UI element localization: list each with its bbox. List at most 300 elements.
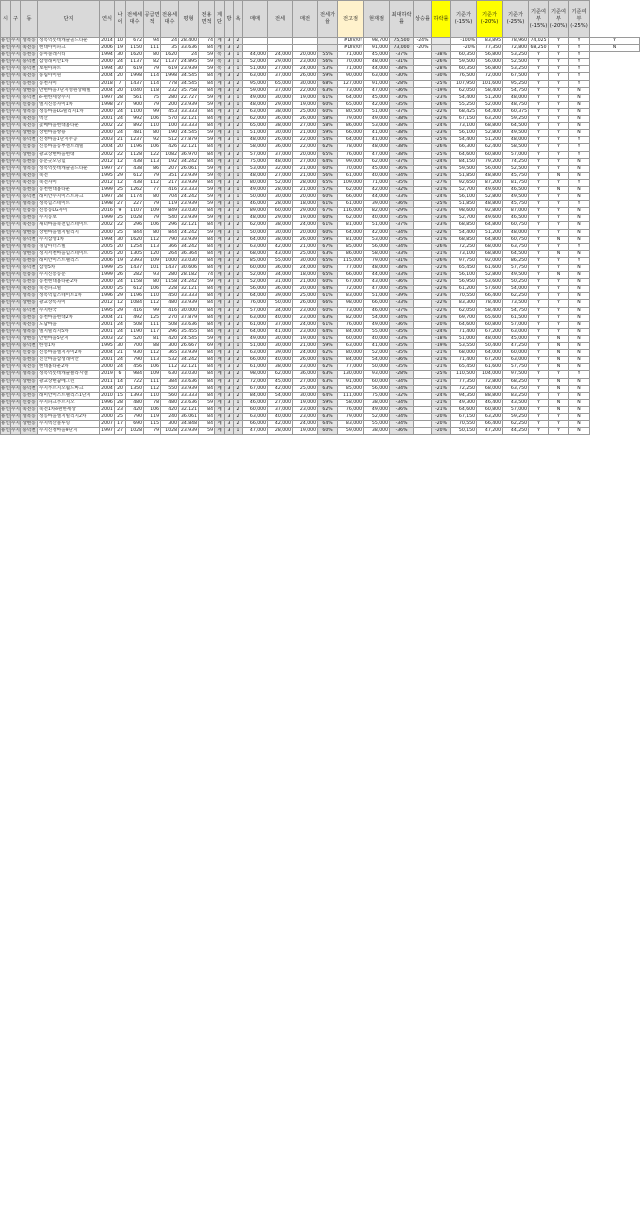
table-cell[interactable]: 59,250	[503, 116, 529, 123]
table-cell[interactable]: 2019	[101, 371, 113, 377]
table-cell[interactable]	[414, 229, 432, 236]
table-cell[interactable]: 만현마을5단지	[38, 335, 100, 342]
table-cell[interactable]: 용인	[1, 328, 10, 334]
table-cell[interactable]: 54,750	[503, 307, 529, 314]
table-cell[interactable]: 27,000	[268, 66, 293, 73]
table-cell[interactable]: 2016	[101, 208, 113, 214]
table-cell[interactable]: 23.939	[179, 172, 199, 179]
table-cell[interactable]: 37,000	[268, 321, 293, 328]
table-cell[interactable]: 480	[161, 300, 179, 307]
table-cell[interactable]: 풍덕천	[22, 66, 36, 72]
table-cell[interactable]: 59	[199, 130, 215, 137]
table-cell[interactable]: 수지	[11, 59, 20, 65]
table-cell[interactable]: 50,250	[503, 279, 529, 286]
table-cell[interactable]: 수지	[11, 45, 20, 51]
table-cell[interactable]: 984	[126, 371, 144, 378]
table-cell[interactable]: 성복동	[22, 413, 36, 419]
table-cell[interactable]: 3	[225, 194, 234, 201]
table-cell[interactable]	[414, 108, 432, 115]
table-cell[interactable]: 60%	[318, 108, 338, 115]
table-cell[interactable]: 296	[126, 222, 144, 229]
table-cell[interactable]: 용인	[1, 399, 10, 405]
table-cell[interactable]: 계	[215, 243, 225, 250]
table-cell[interactable]: 동천동	[22, 52, 36, 58]
table-cell[interactable]: #DIV/0!	[338, 38, 364, 45]
table-cell[interactable]: 2	[234, 38, 243, 45]
table-cell[interactable]: 66%	[318, 300, 338, 307]
table-cell[interactable]: -26%	[432, 257, 451, 264]
table-cell[interactable]: 73,000	[338, 87, 364, 94]
table-cell[interactable]: 70,550	[451, 293, 477, 300]
table-cell[interactable]: N	[569, 130, 590, 137]
table-cell[interactable]: N	[569, 222, 590, 229]
table-cell[interactable]: 삼성5차	[38, 265, 100, 272]
table-cell[interactable]: 33.333	[179, 392, 199, 399]
table-cell[interactable]: Y	[529, 59, 549, 66]
table-cell[interactable]: -26%	[432, 59, 451, 66]
table-cell[interactable]: Y	[529, 151, 549, 158]
table-cell[interactable]: 19,000	[293, 215, 318, 222]
table-cell[interactable]: 수지	[11, 236, 20, 242]
table-cell[interactable]: 65,000	[243, 123, 268, 130]
table-cell[interactable]: -23%	[432, 208, 451, 215]
table-cell[interactable]: 2	[234, 257, 243, 264]
table-cell[interactable]: 풍림아이원	[38, 73, 100, 80]
table-cell[interactable]: 수지	[11, 335, 20, 341]
table-cell[interactable]: 수지	[11, 151, 20, 157]
table-cell[interactable]: 3	[225, 428, 234, 435]
table-cell[interactable]: 110	[144, 293, 161, 300]
table-cell[interactable]: -20%	[451, 45, 477, 52]
table-cell[interactable]: 경남아너스빌	[38, 243, 100, 250]
table-cell[interactable]: 59,000	[338, 428, 364, 435]
table-cell[interactable]: 1305	[126, 250, 144, 257]
table-cell[interactable]: 59%	[318, 236, 338, 243]
table-cell[interactable]: 24	[115, 279, 126, 286]
column-header[interactable]: 전세	[268, 1, 293, 38]
table-cell[interactable]: 2	[234, 73, 243, 80]
table-cell[interactable]: 동아솔레시티	[38, 52, 100, 59]
table-cell[interactable]: 48,800	[477, 172, 503, 179]
table-cell[interactable]: 85,000	[243, 257, 268, 264]
table-cell[interactable]: 수지	[11, 399, 20, 405]
table-cell[interactable]: 용인	[1, 179, 10, 185]
table-cell[interactable]: 60,000	[243, 265, 268, 272]
table-cell[interactable]: 27,000	[268, 399, 293, 406]
table-cell[interactable]: 84	[199, 116, 215, 123]
table-cell[interactable]: N	[569, 293, 590, 300]
table-cell[interactable]: 240	[161, 413, 179, 420]
table-cell[interactable]: 64,600	[451, 321, 477, 328]
table-cell[interactable]: -21%	[432, 357, 451, 364]
table-cell[interactable]: -29%	[390, 208, 414, 215]
table-cell[interactable]: 672	[126, 38, 144, 45]
table-cell[interactable]: 112	[144, 236, 161, 243]
table-cell[interactable]: 계	[215, 73, 225, 80]
table-cell[interactable]: 1437	[161, 265, 179, 272]
table-cell[interactable]: 성복역롯데캐슬골드타운	[38, 165, 100, 172]
table-cell[interactable]: 992	[126, 116, 144, 123]
table-cell[interactable]: 2012	[101, 179, 113, 185]
table-cell[interactable]: 2014	[101, 38, 113, 43]
table-cell[interactable]: 2004	[101, 350, 113, 356]
table-cell[interactable]: -20%	[432, 428, 451, 435]
table-cell[interactable]: Y	[529, 215, 549, 222]
table-cell[interactable]: 3	[225, 123, 234, 130]
table-cell[interactable]: 1	[234, 66, 243, 73]
table-cell[interactable]: Y	[569, 243, 590, 250]
table-cell[interactable]: Y	[529, 66, 549, 73]
table-cell[interactable]: 용인	[1, 66, 10, 72]
column-header[interactable]: 기준여부(-25%)	[569, 1, 590, 38]
table-cell[interactable]: 532	[161, 357, 179, 364]
table-cell[interactable]: 수지	[11, 144, 20, 150]
table-cell[interactable]: 48,000	[243, 101, 268, 108]
table-cell[interactable]: 227	[126, 201, 144, 208]
table-cell[interactable]: 65%	[318, 151, 338, 158]
table-cell[interactable]: 26,000	[293, 236, 318, 243]
table-cell[interactable]: 25	[115, 286, 126, 293]
table-cell[interactable]: 110	[144, 392, 161, 399]
table-cell[interactable]: N	[569, 286, 590, 293]
table-cell[interactable]: 32.121	[179, 144, 199, 151]
table-cell[interactable]: -38%	[432, 52, 451, 59]
table-cell[interactable]: 48,000	[503, 94, 529, 101]
table-cell[interactable]: 2012	[101, 300, 113, 306]
table-cell[interactable]: 1620	[126, 236, 144, 243]
table-cell[interactable]: 1	[234, 59, 243, 66]
table-cell[interactable]: 상현동	[22, 229, 36, 235]
table-cell[interactable]: Y	[549, 307, 569, 314]
table-cell[interactable]: 49,600	[477, 215, 503, 222]
table-cell[interactable]: 56,000	[477, 165, 503, 172]
table-cell[interactable]: 83,000	[338, 421, 364, 428]
table-cell[interactable]: N	[569, 385, 590, 392]
table-cell[interactable]: Y	[529, 286, 549, 293]
column-header[interactable]: 욕	[234, 1, 243, 38]
table-cell[interactable]: -24%	[432, 392, 451, 399]
table-cell[interactable]: 수지	[11, 250, 20, 256]
table-cell[interactable]: 47,000	[364, 151, 390, 158]
table-cell[interactable]: 상현동	[22, 250, 36, 256]
table-cell[interactable]: -21%	[432, 364, 451, 371]
table-cell[interactable]: 42,000	[268, 421, 293, 428]
table-cell[interactable]: 계	[215, 265, 225, 272]
table-cell[interactable]: 24.895	[179, 59, 199, 66]
table-cell[interactable]: 용인	[1, 307, 10, 313]
table-cell[interactable]: 27.879	[179, 137, 199, 144]
table-cell[interactable]: 20,000	[293, 286, 318, 293]
table-cell[interactable]: 62,050	[451, 87, 477, 94]
table-cell[interactable]: 28	[115, 94, 126, 101]
table-cell[interactable]: 420	[161, 406, 179, 413]
table-cell[interactable]: 풍덕천	[22, 194, 36, 200]
table-cell[interactable]: 34,000	[268, 307, 293, 314]
table-cell[interactable]: 3	[225, 265, 234, 272]
table-cell[interactable]: 3	[225, 307, 234, 314]
table-cell[interactable]: 64,000	[477, 350, 503, 357]
table-cell[interactable]: 2003	[101, 137, 113, 143]
table-cell[interactable]: 1994	[101, 236, 113, 242]
table-cell[interactable]: 48,000	[503, 137, 529, 144]
table-cell[interactable]: 3	[225, 45, 234, 52]
table-cell[interactable]	[414, 66, 432, 73]
table-cell[interactable]: N	[569, 328, 590, 335]
table-cell[interactable]: Y	[529, 328, 549, 335]
table-cell[interactable]: -28%	[432, 66, 451, 73]
table-cell[interactable]: 30	[115, 52, 126, 59]
table-cell[interactable]: 24	[115, 108, 126, 115]
table-cell[interactable]: 68,000	[477, 243, 503, 250]
table-cell[interactable]: 성동마을엘지빌리지2차	[38, 413, 100, 420]
table-cell[interactable]: 3	[225, 378, 234, 385]
table-cell[interactable]: 1137	[126, 59, 144, 66]
table-cell[interactable]: 65%	[318, 179, 338, 186]
table-cell[interactable]	[414, 357, 432, 364]
column-header[interactable]: 나이	[115, 1, 126, 38]
table-cell[interactable]: 29,000	[268, 215, 293, 222]
table-cell[interactable]: 용인	[1, 378, 10, 384]
table-cell[interactable]: 2000	[101, 279, 113, 285]
table-cell[interactable]: 59,000	[243, 87, 268, 94]
table-cell[interactable]: 용인	[1, 165, 10, 171]
table-cell[interactable]: N	[549, 385, 569, 392]
table-cell[interactable]: 24,000	[293, 66, 318, 73]
table-cell[interactable]: 119	[161, 201, 179, 208]
table-cell[interactable]: 용인	[1, 279, 10, 285]
table-cell[interactable]: 1	[234, 172, 243, 179]
table-cell[interactable]: 75,500	[390, 38, 414, 45]
table-cell[interactable]: 2	[234, 236, 243, 243]
column-header[interactable]: 상승률	[414, 1, 432, 38]
table-cell[interactable]: 수지	[11, 108, 20, 114]
table-cell[interactable]: -20%	[432, 321, 451, 328]
table-cell[interactable]: 계	[215, 399, 225, 406]
table-cell[interactable]: -38%	[390, 66, 414, 73]
table-cell[interactable]: 33.333	[179, 293, 199, 300]
table-cell[interactable]: 690	[126, 421, 144, 428]
table-cell[interactable]: 207	[161, 165, 179, 172]
table-cell[interactable]: 130,000	[338, 371, 364, 378]
table-cell[interactable]: 900	[126, 101, 144, 108]
table-cell[interactable]: 26.667	[179, 343, 199, 350]
table-cell[interactable]: 신정마을1단지주공	[38, 137, 100, 144]
table-cell[interactable]: Y	[529, 116, 549, 123]
table-cell[interactable]: 1997	[101, 165, 113, 171]
table-cell[interactable]: N	[549, 357, 569, 364]
table-cell[interactable]: 51,000	[451, 335, 477, 342]
table-cell[interactable]: 1084	[126, 300, 144, 307]
table-cell[interactable]: Y	[529, 279, 549, 286]
table-cell[interactable]: 풍덕천	[22, 265, 36, 270]
table-cell[interactable]: 79,000	[338, 116, 364, 123]
table-cell[interactable]: 동천동	[22, 392, 36, 398]
table-cell[interactable]: 동천동	[22, 80, 36, 86]
table-cell[interactable]: 67,200	[477, 328, 503, 335]
table-cell[interactable]: 91,000	[338, 378, 364, 385]
table-cell[interactable]: 42,000	[364, 229, 390, 236]
table-cell[interactable]: -21%	[432, 399, 451, 406]
table-cell[interactable]: 81	[144, 335, 161, 342]
table-cell[interactable]: 3	[225, 406, 234, 413]
table-cell[interactable]	[414, 335, 432, 342]
table-cell[interactable]: 수지	[11, 286, 20, 292]
table-cell[interactable]: Y	[529, 335, 549, 342]
table-cell[interactable]: 용인	[1, 272, 10, 278]
table-cell[interactable]: Y	[590, 38, 640, 45]
table-cell[interactable]: 신봉동	[22, 208, 36, 214]
table-cell[interactable]: 78,400	[477, 300, 503, 307]
table-cell[interactable]: -36%	[390, 357, 414, 364]
table-cell[interactable]: -35%	[390, 328, 414, 335]
table-cell[interactable]: 700	[126, 343, 144, 350]
table-cell[interactable]: 용인	[1, 87, 10, 93]
table-cell[interactable]: 54,000	[503, 286, 529, 293]
table-cell[interactable]: 2	[234, 208, 243, 215]
table-cell[interactable]: 23.939	[179, 101, 199, 108]
table-cell[interactable]: Y	[529, 300, 549, 307]
table-cell[interactable]: Y	[549, 151, 569, 158]
table-cell[interactable]: 61,000	[338, 172, 364, 179]
table-cell[interactable]: 용인	[1, 300, 10, 306]
table-cell[interactable]: 62%	[318, 364, 338, 371]
table-cell[interactable]: 63%	[318, 314, 338, 321]
table-cell[interactable]: 110	[144, 123, 161, 130]
table-cell[interactable]: 570	[161, 116, 179, 123]
table-cell[interactable]: 풍덕천	[22, 94, 36, 100]
table-cell[interactable]: Y	[549, 392, 569, 399]
table-cell[interactable]: 30	[115, 343, 126, 350]
table-cell[interactable]: 79	[144, 215, 161, 222]
column-header[interactable]: 기준가(-20%)	[477, 1, 503, 38]
table-cell[interactable]: 33.030	[179, 208, 199, 215]
table-cell[interactable]: Y	[529, 108, 549, 115]
table-cell[interactable]: -36%	[390, 201, 414, 208]
table-cell[interactable]: Y	[529, 293, 549, 300]
table-cell[interactable]: 수지	[11, 243, 20, 249]
table-cell[interactable]: Y	[549, 108, 569, 115]
table-cell[interactable]: 106	[144, 144, 161, 151]
table-cell[interactable]: 래미안이스트팰리스	[38, 257, 100, 264]
table-cell[interactable]: 420	[161, 335, 179, 342]
table-cell[interactable]	[414, 172, 432, 179]
table-cell[interactable]	[293, 38, 318, 45]
table-cell[interactable]	[268, 38, 293, 45]
table-cell[interactable]: 232	[161, 87, 179, 94]
table-cell[interactable]: 50,150	[451, 428, 477, 435]
table-cell[interactable]: 45,000	[268, 378, 293, 385]
table-cell[interactable]: 26,000	[293, 116, 318, 123]
table-cell[interactable]: 엘지빌리지5차	[38, 328, 100, 335]
table-cell[interactable]: 70,000	[338, 59, 364, 66]
table-cell[interactable]: -21%	[432, 350, 451, 357]
table-cell[interactable]: 61%	[318, 293, 338, 300]
table-cell[interactable]: 64,800	[477, 222, 503, 229]
table-cell[interactable]: -22%	[432, 286, 451, 293]
table-cell[interactable]: 61%	[318, 94, 338, 101]
table-cell[interactable]: 550	[161, 385, 179, 392]
table-cell[interactable]: 계	[215, 158, 225, 165]
table-cell[interactable]: 3	[225, 52, 234, 59]
table-cell[interactable]: 1	[234, 343, 243, 350]
table-cell[interactable]: 신봉동	[22, 399, 36, 405]
table-cell[interactable]: 22	[115, 123, 126, 130]
table-cell[interactable]: 71,400	[451, 357, 477, 364]
table-cell[interactable]: 2000	[101, 286, 113, 292]
table-cell[interactable]: 73,000	[390, 45, 414, 52]
table-cell[interactable]: 60%	[318, 307, 338, 314]
table-cell[interactable]: 84	[199, 80, 215, 87]
table-cell[interactable]: 51,000	[243, 130, 268, 137]
table-cell[interactable]: 삼성래미안1차	[38, 59, 100, 66]
table-cell[interactable]: 동천동	[22, 215, 36, 221]
table-cell[interactable]: 계	[215, 229, 225, 236]
table-cell[interactable]: 신봉마을엘지자이2차	[38, 350, 100, 357]
table-cell[interactable]: 48,000	[268, 158, 293, 165]
table-cell[interactable]: 75	[144, 94, 161, 101]
table-cell[interactable]: 2	[234, 265, 243, 272]
column-header[interactable]: 현재점	[364, 1, 390, 38]
table-cell[interactable]: 수지한국	[38, 307, 100, 314]
table-cell[interactable]: 24	[115, 116, 126, 123]
table-cell[interactable]: 22.727	[179, 94, 199, 101]
table-cell[interactable]: 용인	[1, 222, 10, 228]
table-cell[interactable]	[414, 94, 432, 101]
table-cell[interactable]: N	[569, 87, 590, 94]
table-cell[interactable]: 계	[215, 406, 225, 413]
table-cell[interactable]: Y	[529, 80, 549, 87]
table-cell[interactable]: 77	[144, 186, 161, 193]
table-cell[interactable]	[414, 307, 432, 314]
table-cell[interactable]: 3	[225, 222, 234, 229]
table-cell[interactable]: 84	[199, 413, 215, 420]
table-cell[interactable]: 1995	[101, 172, 113, 178]
table-cell[interactable]: Y	[529, 378, 549, 385]
table-cell[interactable]: 71,000	[338, 52, 364, 59]
table-cell[interactable]: 51,000	[364, 108, 390, 115]
table-cell[interactable]: 84,000	[338, 357, 364, 364]
table-cell[interactable]: 57,000	[243, 307, 268, 314]
table-cell[interactable]: 57,000	[503, 406, 529, 413]
table-cell[interactable]: 60,000	[338, 335, 364, 342]
table-cell[interactable]: N	[569, 307, 590, 314]
table-cell[interactable]: 62,250	[503, 293, 529, 300]
table-cell[interactable]: 성복동	[22, 371, 36, 377]
table-cell[interactable]: 수지벽산블루밍	[38, 421, 100, 428]
table-cell[interactable]: 수지	[11, 392, 20, 398]
table-cell[interactable]: -20%	[432, 421, 451, 428]
table-cell[interactable]: 27	[115, 201, 126, 208]
table-cell[interactable]: 62,400	[477, 144, 503, 151]
table-cell[interactable]: 계	[215, 144, 225, 151]
table-cell[interactable]: Y	[549, 243, 569, 250]
table-cell[interactable]: 59	[199, 428, 215, 435]
table-cell[interactable]: 84	[199, 300, 215, 307]
table-cell[interactable]: 1998	[101, 101, 113, 107]
table-cell[interactable]: 죽전동	[22, 73, 36, 79]
table-cell[interactable]: 7	[115, 80, 126, 87]
table-cell[interactable]: 30,000	[268, 335, 293, 342]
table-cell[interactable]: 20	[115, 385, 126, 392]
table-cell[interactable]: 34.242	[179, 357, 199, 364]
table-cell[interactable]: 52,800	[477, 130, 503, 137]
table-cell[interactable]: 59	[199, 399, 215, 406]
table-cell[interactable]: 48,750	[503, 101, 529, 108]
table-cell[interactable]: 24,000	[293, 265, 318, 272]
table-cell[interactable]: 59	[199, 59, 215, 66]
table-cell[interactable]: 67,000	[243, 385, 268, 392]
table-cell[interactable]: 60,800	[477, 321, 503, 328]
